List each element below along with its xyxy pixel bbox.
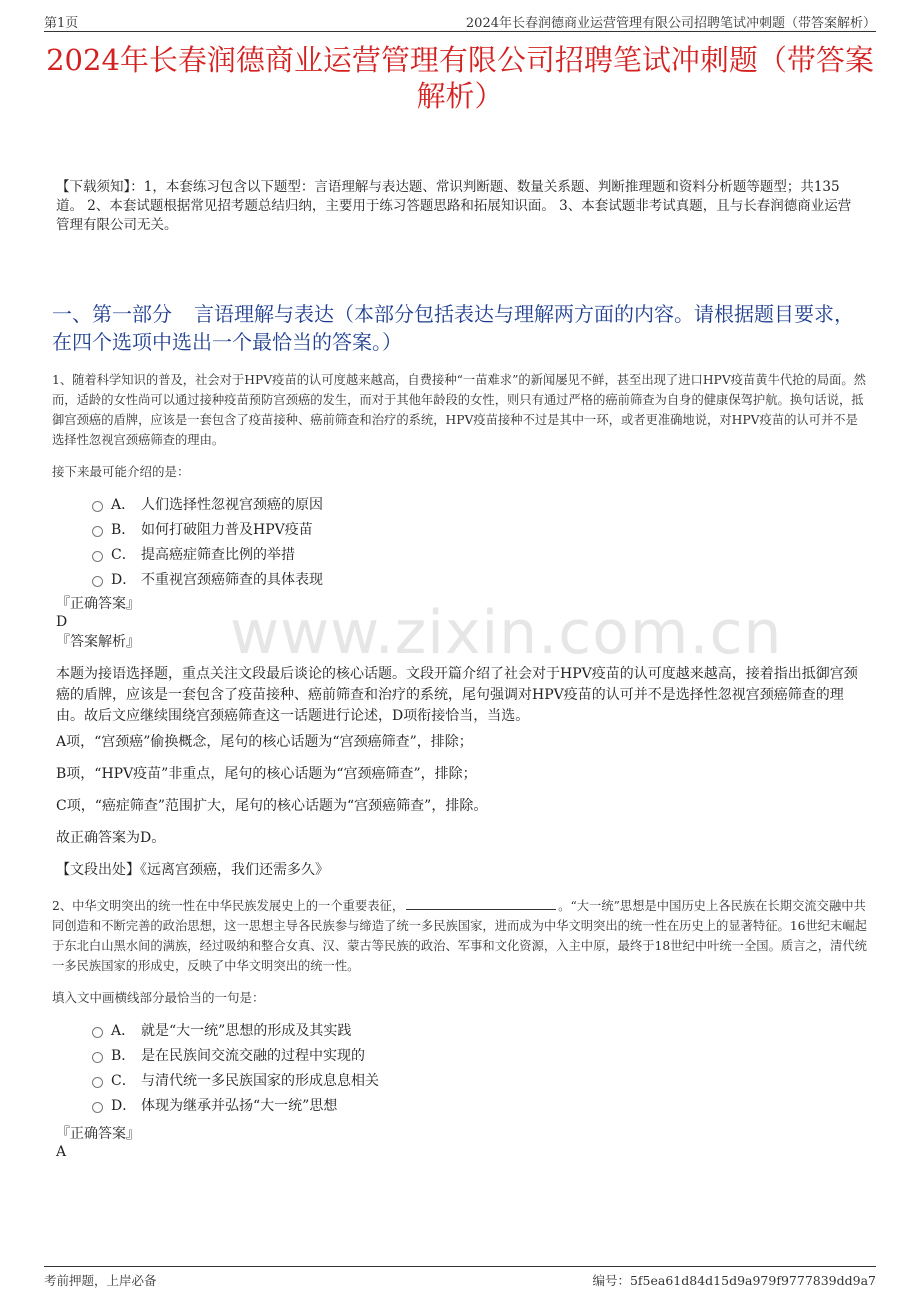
header-doc-title: 2024年长春润德商业运营管理有限公司招聘笔试冲刺题（带答案解析） <box>465 16 876 31</box>
q1-analysis-main: 本题为接语选择题，重点关注文段最后谈论的核心话题。文段开篇介绍了社会对于HPV疫苗的认可度越来越高，接着指出抵御宫颈癌的盾牌，应该是一套包含了疫苗接种、癌前筛查和治疗的系统，尾句强调对HPV疫苗的认可并不是选择性忽视宫颈癌筛查的理由。故后文应继续围绕宫颈癌筛查这一话题进行论述，D项衔接恰当，当选。 <box>56 666 858 724</box>
watermark: www.zixin.com.cn <box>230 598 783 668</box>
q1-source-title: 《远离宫颈癌，我们还需多久》 <box>140 862 329 878</box>
radio-icon[interactable] <box>92 1102 103 1113</box>
radio-icon[interactable] <box>92 501 103 512</box>
question-1-stem: 1、随着科学知识的普及，社会对于HPV疫苗的认可度越来越高，自费接种“一苗难求”的新闻屡见不鲜，甚至出现了进口HPV疫苗黄牛代抢的局面。然而，适龄的女性尚可以通过接种疫苗预防宫颈癌的发生，而对于其他年龄段的女性，则只有通过严格的癌前筛查为自身的健康保驾护航。换句话说，抵御宫颈癌的盾牌，应该是一套包含了疫苗接种、癌前筛查和治疗的系统，HPV疫苗接种不过是其中一环，或者更准确地说，对HPV疫苗的认可并不是选择性忽视宫颈癌筛查的理由。 <box>52 373 866 447</box>
q1-option-a[interactable]: A． 人们选择性忽视宫颈癌的原因 <box>92 494 323 516</box>
page-number: 第1页 <box>44 16 79 31</box>
q1-analysis-c: C项，“癌症筛查”范围扩大，尾句的核心话题为“宫颈癌筛查”，排除。 <box>56 798 488 814</box>
page-header <box>44 10 876 30</box>
q2-answer-label: 『正确答案』 <box>56 1126 140 1142</box>
radio-icon[interactable] <box>92 551 103 562</box>
q1-answer: D <box>56 614 68 630</box>
q1-analysis-label: 『答案解析』 <box>56 634 140 650</box>
section-number: 一、第一部分 <box>52 302 172 326</box>
radio-icon[interactable] <box>92 1077 103 1088</box>
header-divider <box>44 31 876 32</box>
q2-option-b[interactable]: B． 是在民族间交流交融的过程中实现的 <box>92 1045 365 1067</box>
radio-icon[interactable] <box>92 526 103 537</box>
footer-divider <box>44 1266 876 1267</box>
download-notice: 【下载须知】：1，本套练习包含以下题型：言语理解与表达题、常识判断题、数量关系题、判断推理题和资料分析题等题型；共135道。 2、本套试题根据常见招考题总结归纳，主要用于练习答题思路和拓展知识面。 3、本套试题非考试真题，且与长春润德商业运营管理有限公司无关。 <box>56 179 852 233</box>
question-2-prompt: 填入文中画横线部分最恰当的一句是： <box>52 990 265 1005</box>
section-text: 言语理解与表达（本部分包括表达与理解两方面的内容。请根据题目要求，在四个选项中选出一个最恰当的答案。） <box>52 302 854 354</box>
radio-icon[interactable] <box>92 1052 103 1063</box>
document-title: 2024年长春润德商业运营管理有限公司招聘笔试冲刺题（带答案解析） <box>46 43 874 113</box>
q1-answer-label: 『正确答案』 <box>56 596 140 612</box>
footer-code: 编号：5f5ea61d84d15d9a979f9777839dd9a7 <box>592 1273 876 1288</box>
q2-option-c[interactable]: C． 与清代统一多民族国家的形成息息相关 <box>92 1070 379 1092</box>
q1-source <box>56 860 866 881</box>
q1-source-label: 【文段出处】 <box>56 862 140 878</box>
q1-option-b[interactable]: B． 如何打破阻力普及HPV疫苗 <box>92 519 313 541</box>
question-1-prompt: 接下来最可能介绍的是： <box>52 464 190 479</box>
q2-option-d[interactable]: D． 体现为继承并弘扬“大一统”思想 <box>92 1095 337 1117</box>
q2-option-a[interactable]: A． 就是“大一统”思想的形成及其实践 <box>92 1020 351 1042</box>
q1-analysis-a: A项，“宫颈癌”偷换概念，尾句的核心话题为“宫颈癌筛查”，排除； <box>56 734 473 750</box>
radio-icon[interactable] <box>92 576 103 587</box>
section-heading <box>52 300 868 356</box>
q1-analysis-conclusion: 故正确答案为D。 <box>56 830 166 846</box>
q1-option-d[interactable]: D． 不重视宫颈癌筛查的具体表现 <box>92 569 323 591</box>
q1-option-c[interactable]: C． 提高癌症筛查比例的举措 <box>92 544 295 566</box>
fill-blank <box>406 897 556 910</box>
question-2-stem: 2、中华文明突出的统一性在中华民族发展史上的一个重要表征， 。“大一统”思想是中国历史上各民族在长期交流交融中共同创造和不断完善的政治思想，这一思想主导各民族参与缔造了统一多民族国家，进而成为中华文明突出的统一性在历史上的显著特征。16世纪末崛起于东北白山黑水间的满族，经过吸纳和整合女真、汉、蒙古等民族的政治、军事和文化资源，入主中原，最终于18世纪中叶统一全国。质言之，清代统一多民族国家的形成史，反映了中华文明突出的统一性。 <box>52 899 867 973</box>
radio-icon[interactable] <box>92 1027 103 1038</box>
q2-answer: A <box>56 1144 67 1160</box>
footer-slogan: 考前押题，上岸必备 <box>44 1273 157 1288</box>
q1-analysis-b: B项，“HPV疫苗”非重点，尾句的核心话题为“宫颈癌筛查”，排除； <box>56 766 477 782</box>
